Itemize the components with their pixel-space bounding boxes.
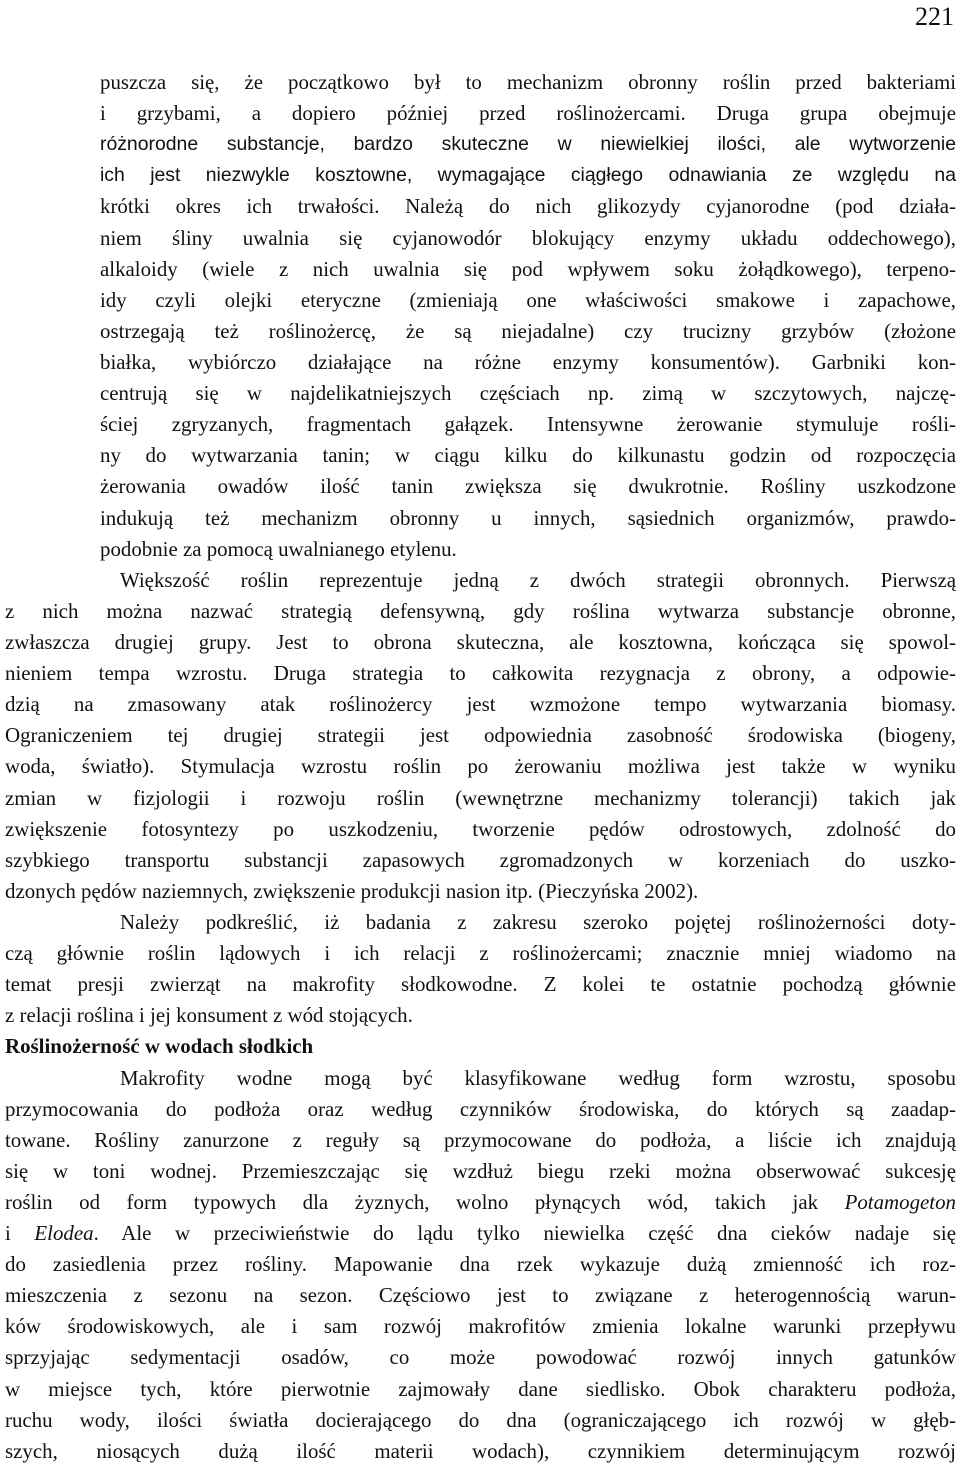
line-text: Ograniczeniem tej drugiej strategii jest odpowiednia zasobność środowiska (biogeny, <box>5 723 956 748</box>
text-line <box>5 1125 956 1156</box>
text-line <box>5 969 956 1000</box>
line-text: Większość roślin reprezentuje jedną z dwóch strategii obronnych. Pierwszą <box>120 567 956 592</box>
line-text: nieniem tempa wzrostu. Druga strategia to całkowita rezygnacja z obrony, a odpowie- <box>5 661 956 686</box>
line-text: niem śliny uwalnia się cyjanowodór blokujący enzymy układu oddechowego), <box>100 225 956 250</box>
text-line <box>5 471 956 502</box>
line-text: i grzybami, a dopiero później przed roślinożercami. Druga grupa obejmuje <box>100 101 956 126</box>
text-line <box>5 1311 956 1342</box>
italic-term: Elodea <box>34 1221 94 1246</box>
text-line <box>5 160 956 191</box>
line-text: woda, światło). Stymulacja wzrostu roślin po żerowaniu możliwa jest także w wyniku <box>5 754 956 779</box>
line-text: alkaloidy (wiele z nich uwalnia się pod wpływem soku żołądkowego), terpeno- <box>100 256 956 281</box>
line-text: zmian w fizjologii i rozwoju roślin (wewnętrzne mechanizmy tolerancji) takich jak <box>5 785 956 810</box>
text-line <box>5 129 956 160</box>
line-text: i <box>5 1221 35 1246</box>
text-line <box>5 1374 956 1405</box>
text-line <box>5 440 956 471</box>
text-line <box>5 191 956 222</box>
line-text: krótki okres ich trwałości. Należą do nich glikozydy cyjanorodne (pod działa- <box>100 194 956 219</box>
line-text: Należy podkreślić, iż badania z zakresu szeroko pojętej roślinożerności doty- <box>120 909 956 934</box>
line-text: ny do wytwarzania tanin; w ciągu kilku do kilkunastu godzin od rozpoczęcia <box>100 443 956 468</box>
text-line <box>5 1000 956 1031</box>
text-line <box>5 409 956 440</box>
line-text: czą głównie roślin lądowych i ich relacji z roślinożercami; znacznie mniej wiadomo na <box>5 941 956 966</box>
line-text: Roślinożerność w wodach słodkich <box>5 1034 314 1059</box>
text-line <box>5 67 956 98</box>
line-text: puszcza się, że początkowo był to mechanizm obronny roślin przed bakteriami <box>100 70 956 94</box>
text-line <box>5 223 956 254</box>
text-line <box>5 254 956 285</box>
line-text: zwłaszcza drugiej grupy. Jest to obrona skuteczna, ale kosztowna, kończąca się spowol- <box>5 629 956 654</box>
text-line <box>5 876 956 907</box>
text-line <box>5 285 956 316</box>
line-text: z relacji roślina i jej konsument z wód stojących. <box>5 1003 413 1028</box>
text-line <box>5 565 956 596</box>
text-line <box>5 1342 956 1373</box>
line-text: . Ale w przeciwieństwie do lądu tylko niewielka część dna cieków nadaje się <box>93 1221 956 1246</box>
line-text: zwiększenie fotosyntezy po uszkodzeniu, tworzenie pędów odrostowych, zdolność do <box>5 816 956 841</box>
text-line <box>5 1405 956 1436</box>
line-text: podobnie za pomocą uwalnianego etylenu. <box>100 536 457 561</box>
text-line <box>5 907 956 938</box>
line-text: się w toni wodnej. Przemieszczając się wzdłuż biegu rzeki można obserwować sukcesję <box>5 1158 956 1183</box>
text-line <box>5 689 956 720</box>
line-text: idy czyli olejki eteryczne (zmieniają one właściwości smakowe i zapachowe, <box>100 287 956 312</box>
line-text: ich jest niezwykle kosztowne, wymagające ciągłego odnawiania ze względu na <box>100 164 956 187</box>
line-text: ściej zgryzanych, fragmentach gałązek. Intensywne żerowanie stymuluje rośli- <box>100 412 956 437</box>
text-line <box>5 751 956 782</box>
line-text: indukują też mechanizm obronny u innych, sąsiednich organizmów, prawdo- <box>100 505 956 530</box>
line-text: centrują się w najdelikatniejszych częściach np. zimą w szczytowych, najczę- <box>100 381 956 406</box>
line-text: do zasiedlenia przez rośliny. Mapowanie dna rzek wykazuje dużą zmienność ich roz- <box>5 1252 956 1277</box>
text-line <box>5 938 956 969</box>
line-text: szych, niosących dużą ilość materii wodach), czynnikiem determinującym rozwój <box>5 1438 956 1463</box>
line-text: Makrofity wodne mogą być klasyfikowane według form wzrostu, sposobu <box>120 1065 956 1090</box>
text-line <box>5 814 956 845</box>
line-text: ków środowiskowych, ale i sam rozwój makrofitów zmienia lokalne warunki przepływu <box>5 1314 956 1339</box>
line-text: roślin od form typowych dla żyznych, wolno płynących wód, takich jak <box>5 1189 845 1214</box>
body-text <box>5 67 956 1467</box>
text-line <box>5 503 956 534</box>
text-line <box>5 596 956 627</box>
text-line <box>5 316 956 347</box>
line-text: przymocowania do podłoża oraz według czynników środowiska, do których są zaadap- <box>5 1096 956 1121</box>
line-text: mieszczenia z sezonu na sezon. Częściowo jest to związane z heterogennością warun- <box>5 1283 956 1308</box>
line-text: z nich można nazwać strategią defensywną, gdy roślina wytwarza substancje obronne, <box>5 598 956 623</box>
text-line <box>5 845 956 876</box>
line-text: białka, wybiórczo działające na różne enzymy konsumentów). Garbniki kon- <box>100 349 956 374</box>
text-line <box>5 1187 956 1218</box>
text-line <box>5 1218 956 1249</box>
line-text: żerowania owadów ilość tanin zwiększa się dwukrotnie. Rośliny uszkodzone <box>100 474 956 499</box>
text-line <box>5 1249 956 1280</box>
text-line <box>5 347 956 378</box>
italic-term: Potamogeton <box>844 1189 956 1214</box>
text-line <box>5 1094 956 1125</box>
text-line <box>5 1436 956 1467</box>
line-text: ostrzegają też roślinożercę, że są niejadalne) czy trucizny grzybów (złożone <box>100 318 956 343</box>
text-line <box>5 627 956 658</box>
text-line <box>5 783 956 814</box>
line-text: szybkiego transportu substancji zapasowych zgromadzonych w korzeniach do uszko- <box>5 847 956 872</box>
text-line <box>5 658 956 689</box>
line-text: towane. Rośliny zanurzone z reguły są przymocowane do podłoża, a liście ich znajdują <box>5 1127 956 1152</box>
line-text: sprzyjając sedymentacji osadów, co może powodować rozwój innych gatunków <box>5 1345 956 1370</box>
page-number: 221 <box>915 2 954 31</box>
text-line <box>5 98 956 129</box>
text-line <box>5 720 956 751</box>
text-line <box>5 1280 956 1311</box>
line-text: dzonych pędów naziemnych, zwiększenie produkcji nasion itp. (Pieczyńska 2002). <box>5 878 699 903</box>
line-text: różnorodne substancje, bardzo skuteczne w niewielkiej ilości, ale wytworzenie <box>100 133 956 156</box>
section-heading <box>5 1031 956 1062</box>
line-text: ruchu wody, ilości światła docierającego do dna (ograniczającego ich rozwój w głęb- <box>5 1407 956 1432</box>
text-line <box>5 378 956 409</box>
line-text: dzią na zmasowany atak roślinożercy jest wzmożone tempo wytwarzania biomasy. <box>5 692 956 717</box>
text-line <box>5 534 956 565</box>
line-text: temat presji zwierząt na makrofity słodkowodne. Z kolei te ostatnie pochodzą głównie <box>5 972 956 997</box>
text-line <box>5 1156 956 1187</box>
line-text: w miejsce tych, które pierwotnie zajmowały dane siedlisko. Obok charakteru podłoża, <box>5 1376 956 1401</box>
text-line <box>5 1063 956 1094</box>
